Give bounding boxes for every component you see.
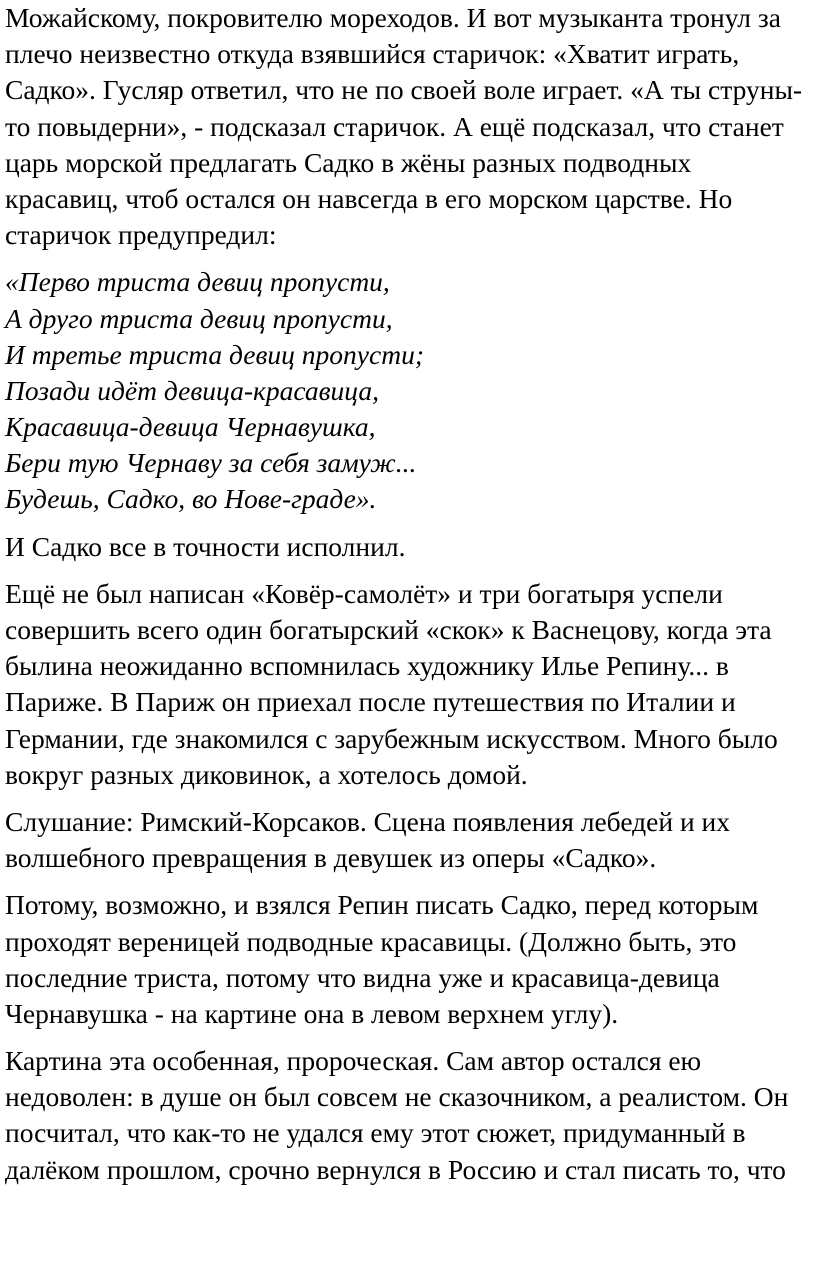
text-line: Садко». Гусляр ответил, что не по своей воле играет. «А ты струны- (5, 74, 803, 106)
poem-line: «Перво триста девиц пропусти, (5, 266, 390, 298)
text-line: Париже. В Париж он приехал после путешествия по Италии и (5, 686, 736, 718)
paragraph-gap (5, 565, 810, 576)
paragraph-painting (5, 887, 810, 1032)
poem-line: И третье триста девиц пропусти; (5, 338, 424, 370)
text-line: былина неожиданно вспомнилась художнику Илье Репину... в (5, 650, 729, 682)
poem-line: Позади идёт девица-красавица, (5, 374, 380, 406)
text-line: плечо неизвестно откуда взявшийся старичок: «Хватит играть, (5, 38, 740, 70)
paragraph-gap (5, 518, 810, 529)
poem-quote (5, 264, 810, 517)
text-line: Можайскому, покровителю мореходов. И вот музыканта тронул за (5, 2, 781, 33)
text-line: Слушание: Римский-Корсаков. Сцена появления лебедей и их (5, 805, 731, 837)
text-line: Германии, где знакомился с зарубежным искусством. Много было (5, 722, 778, 754)
poem-line: А друго триста девиц пропусти, (5, 302, 393, 334)
paragraph-gap (5, 876, 810, 887)
paragraph-listening (5, 804, 810, 876)
text-line: старичок предупредил: (5, 219, 277, 251)
text-line: то повыдерни», - подсказал старичок. А ещё подсказал, что станет (5, 110, 784, 142)
text-line: далёком прошлом, срочно вернулся в Россию и стал писать то, что (5, 1153, 786, 1185)
paragraph-prophetic (5, 1043, 810, 1188)
text-line: посчитал, что как-то не удался ему этот сюжет, придуманный в (5, 1117, 746, 1149)
text-line: Потому, возможно, и взялся Репин писать Садко, перед которым (5, 889, 759, 921)
text-line: волшебного превращения в девушек из оперы «Садко». (5, 842, 657, 874)
text-line: Ещё не был написан «Ковёр-самолёт» и три богатыря успели (5, 577, 723, 609)
text-line: Картина эта особенная, пророческая. Сам автор остался ею (5, 1045, 702, 1077)
paragraph-intro (5, 0, 810, 253)
poem-line: Бери тую Чернаву за себя замуж... (5, 447, 417, 479)
paragraph-repin-paris (5, 576, 810, 793)
paragraph-gap (5, 253, 810, 264)
text-line: совершить всего один богатырский «скок» к Васнецову, когда эта (5, 614, 772, 645)
text-line: красавиц, чтоб остался он навсегда в его морском царстве. Но (5, 182, 733, 214)
text-line: недоволен: в душе он был совсем не сказочником, а реалистом. Он (5, 1081, 789, 1113)
text-line: Чернавушка - на картине она в левом верхнем углу). (5, 997, 619, 1029)
text-line: последние триста, потому что видна уже и красавица-девица (5, 961, 720, 993)
text-line: вокруг разных диковинок, а хотелось домой. (5, 758, 528, 790)
text-line: царь морской предлагать Садко в жёны разных подводных (5, 146, 692, 178)
paragraph-gap (5, 793, 810, 804)
text-line: И Садко все в точности исполнил. (5, 530, 406, 562)
paragraph-gap (5, 1032, 810, 1043)
poem-line: Будешь, Садко, во Нове-граде». (5, 483, 377, 515)
paragraph-sadko-fulfilled (5, 529, 810, 565)
text-line: проходят вереницей подводные красавицы. (Должно быть, это (5, 925, 737, 957)
poem-line: Красавица-девица Чернавушка, (5, 411, 376, 443)
